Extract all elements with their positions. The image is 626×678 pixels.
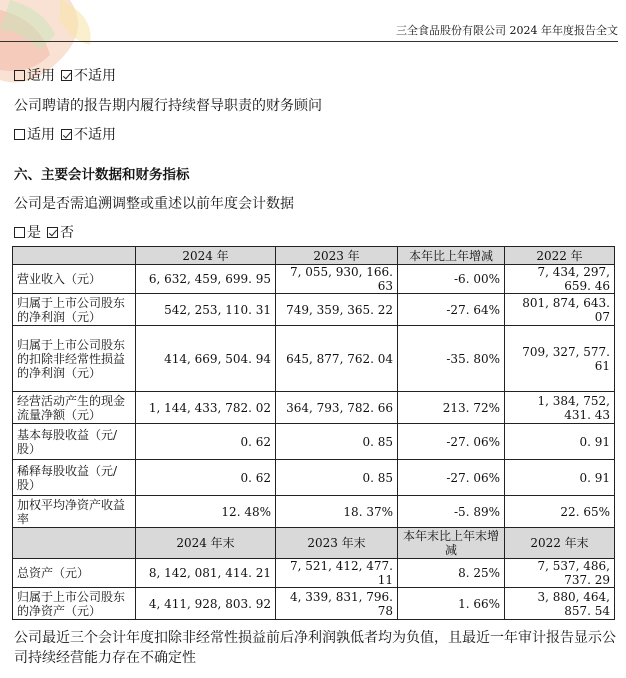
row-label: 加权平均净资产收益率 [13,496,136,528]
cell-value: 22. 65% [505,496,615,528]
table-row [13,424,615,460]
cell-value: 7, 537, 486, 737. 29 [505,559,615,588]
row-label: 基本每股收益（元/股） [13,424,136,460]
cell-value: 1. 66% [398,588,505,620]
applicable-row-1 [14,66,116,86]
checkbox-not-applicable-1[interactable] [61,70,72,81]
table-header-row-2 [13,528,615,559]
cell-value: 7, 521, 412, 477. 11 [276,559,398,588]
footer-note: 公司最近三个会计年度扣除非经常性损益前后净利润孰低者均为负值，且最近一年审计报告显示公司持续经营能力存在不确定性 [14,630,616,666]
header-cell: 2022 年末 [505,528,615,559]
cell-value: 709, 327, 577. 61 [505,326,615,392]
row-label: 归属于上市公司股东的净资产（元） [13,588,136,620]
cell-value: 542, 253, 110. 31 [136,294,276,326]
report-header: 三全食品股份有限公司 2024 年年度报告全文 [0,22,618,42]
cell-value: 0. 62 [136,460,276,496]
applicable-row-2 [14,125,116,145]
cell-value: -6. 00% [398,265,505,294]
label-yes: 是 [27,225,41,241]
header-cell: 2023 年末 [276,528,398,559]
header-cell: 2023 年 [276,247,398,265]
header-cell: 本年末比上年末增减 [398,528,505,559]
label-applicable-1: 适用 [27,68,55,84]
cell-value: 6, 632, 459, 699. 95 [136,265,276,294]
label-not-applicable-2: 不适用 [74,127,116,143]
table-header-row-1 [13,247,615,265]
table-row [13,265,615,294]
header-cell [13,247,136,265]
table-row [13,392,615,424]
cell-value: 0. 91 [505,460,615,496]
row-label: 归属于上市公司股东的扣除非经常性损益的净利润（元） [13,326,136,392]
section-heading: 六、主要会计数据和财务指标 [14,167,190,183]
checkbox-applicable-1[interactable] [14,70,25,81]
table-row [13,588,615,620]
cell-value: 1, 144, 433, 782. 02 [136,392,276,424]
header-cell: 2024 年末 [136,528,276,559]
cell-value: 749, 359, 365. 22 [276,294,398,326]
cell-value: 801, 874, 643. 07 [505,294,615,326]
row-label: 经营活动产生的现金流量净额（元） [13,392,136,424]
checkbox-not-applicable-2[interactable] [61,129,72,140]
cell-value: 7, 055, 930, 166. 63 [276,265,398,294]
row-label: 总资产（元） [13,559,136,588]
cell-value: 1, 384, 752, 431. 43 [505,392,615,424]
cell-value: -27. 06% [398,424,505,460]
cell-value: -27. 64% [398,294,505,326]
cell-value: 18. 37% [276,496,398,528]
checkbox-no[interactable] [47,227,58,238]
label-not-applicable-1: 不适用 [74,68,116,84]
cell-value: 4, 339, 831, 796. 78 [276,588,398,620]
label-no: 否 [60,225,74,241]
cell-value: 0. 85 [276,424,398,460]
cell-value: 0. 91 [505,424,615,460]
checkbox-applicable-2[interactable] [14,129,25,140]
cell-value: 0. 85 [276,460,398,496]
yes-no-row [14,223,74,243]
header-cell: 本年比上年增减 [398,247,505,265]
cell-value: 7, 434, 297, 659. 46 [505,265,615,294]
header-cell: 2022 年 [505,247,615,265]
advisor-question: 公司聘请的报告期内履行持续督导职责的财务顾问 [14,98,322,114]
cell-value: 645, 877, 762. 04 [276,326,398,392]
cell-value: 8. 25% [398,559,505,588]
cell-value: -27. 06% [398,460,505,496]
table-row [13,496,615,528]
row-label: 归属于上市公司股东的净利润（元） [13,294,136,326]
cell-value: 364, 793, 782. 66 [276,392,398,424]
table-row [13,460,615,496]
table-row [13,326,615,392]
checkbox-yes[interactable] [14,227,25,238]
cell-value: 4, 411, 928, 803. 92 [136,588,276,620]
row-label: 营业收入（元） [13,265,136,294]
row-label: 稀释每股收益（元/股） [13,460,136,496]
cell-value: -35. 80% [398,326,505,392]
cell-value: 3, 880, 464, 857. 54 [505,588,615,620]
cell-value: 8, 142, 081, 414. 21 [136,559,276,588]
header-cell [13,528,136,559]
header-cell: 2024 年 [136,247,276,265]
label-applicable-2: 适用 [27,127,55,143]
cell-value: -5. 89% [398,496,505,528]
cell-value: 0. 62 [136,424,276,460]
cell-value: 414, 669, 504. 94 [136,326,276,392]
restate-question: 公司是否需追溯调整或重述以前年度会计数据 [14,196,294,212]
financial-table [12,246,615,620]
table-row [13,294,615,326]
logo-decoration [0,0,110,110]
cell-value: 12. 48% [136,496,276,528]
table-row [13,559,615,588]
cell-value: 213. 72% [398,392,505,424]
